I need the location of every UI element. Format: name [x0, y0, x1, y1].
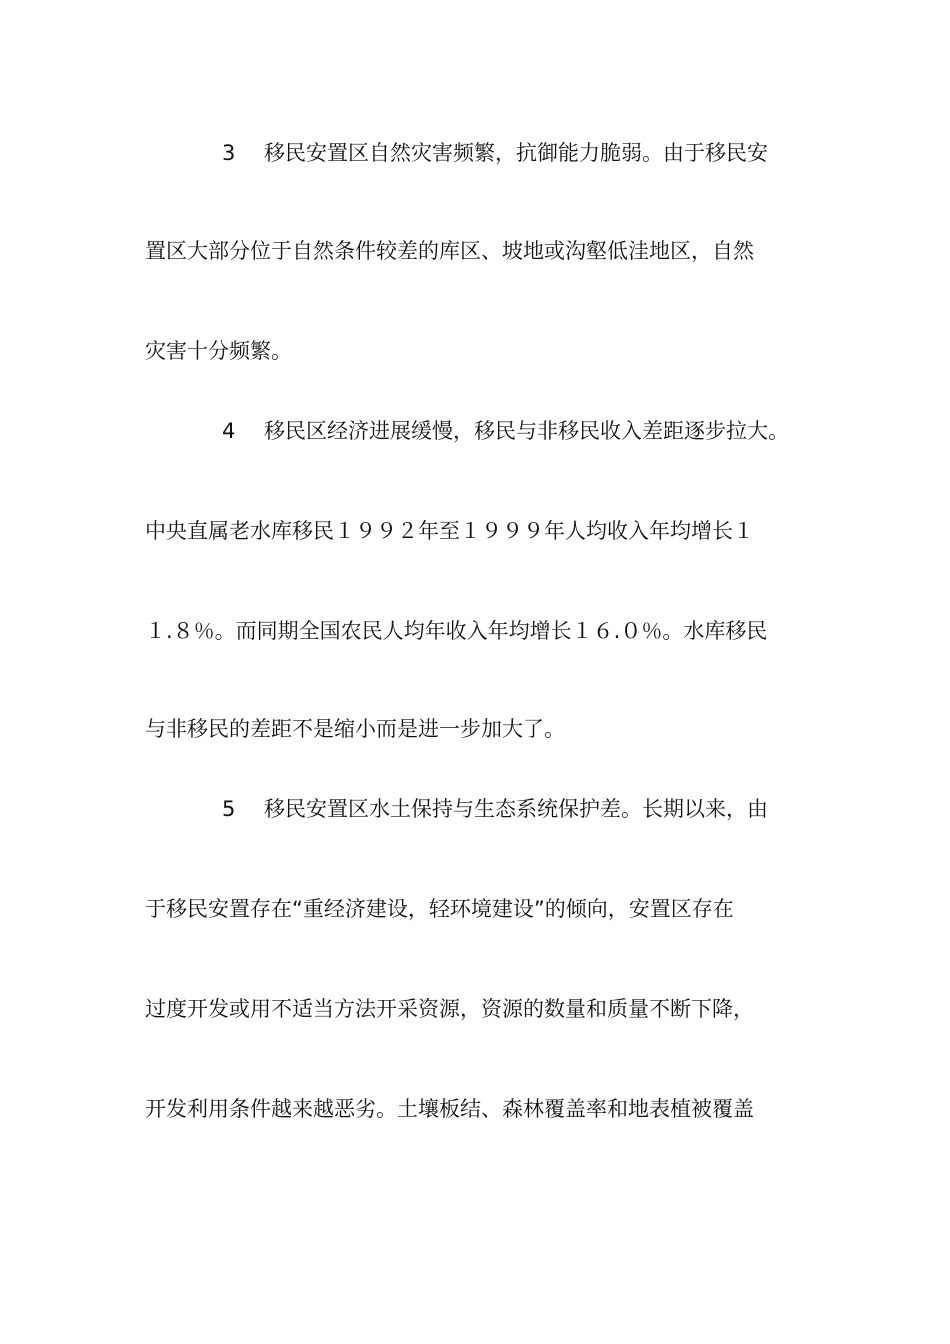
- paragraph-line: 与非移民的差距不是缩小而是进一步加大了。: [145, 717, 565, 741]
- paragraph-line: 移民安置区水土保持与生态系统保护差。长期以来，由: [264, 797, 768, 821]
- paragraph-line: 移民区经济进展缓慢，移民与非移民收入差距逐步拉大。: [264, 419, 789, 443]
- paragraph-line: 灾害十分频繁。: [145, 339, 292, 363]
- paragraph-number: 3: [222, 141, 236, 165]
- paragraph-line: 中央直属老水库移民１９９２年至１９９９年人均收入年均增长１: [145, 519, 754, 543]
- paragraph-line: 于移民安置存在“重经济建设，轻环境建设”的倾向，安置区存在: [145, 897, 734, 921]
- paragraph-line: 移民安置区自然灾害频繁，抗御能力脆弱。由于移民安: [264, 141, 768, 165]
- paragraph-number: 4: [222, 419, 236, 443]
- paragraph-line: 置区大部分位于自然条件较差的库区、坡地或沟壑低洼地区，自然: [145, 239, 754, 263]
- paragraph-line: 开发利用条件越来越恶劣。土壤板结、森林覆盖率和地表植被覆盖: [145, 1097, 754, 1121]
- paragraph-number: 5: [222, 797, 236, 821]
- paragraph-line: 过度开发或用不适当方法开采资源，资源的数量和质量不断下降，: [145, 997, 754, 1021]
- paragraph-line: １.８％。而同期全国农民人均年收入年均增长１６.０％。水库移民: [145, 619, 768, 643]
